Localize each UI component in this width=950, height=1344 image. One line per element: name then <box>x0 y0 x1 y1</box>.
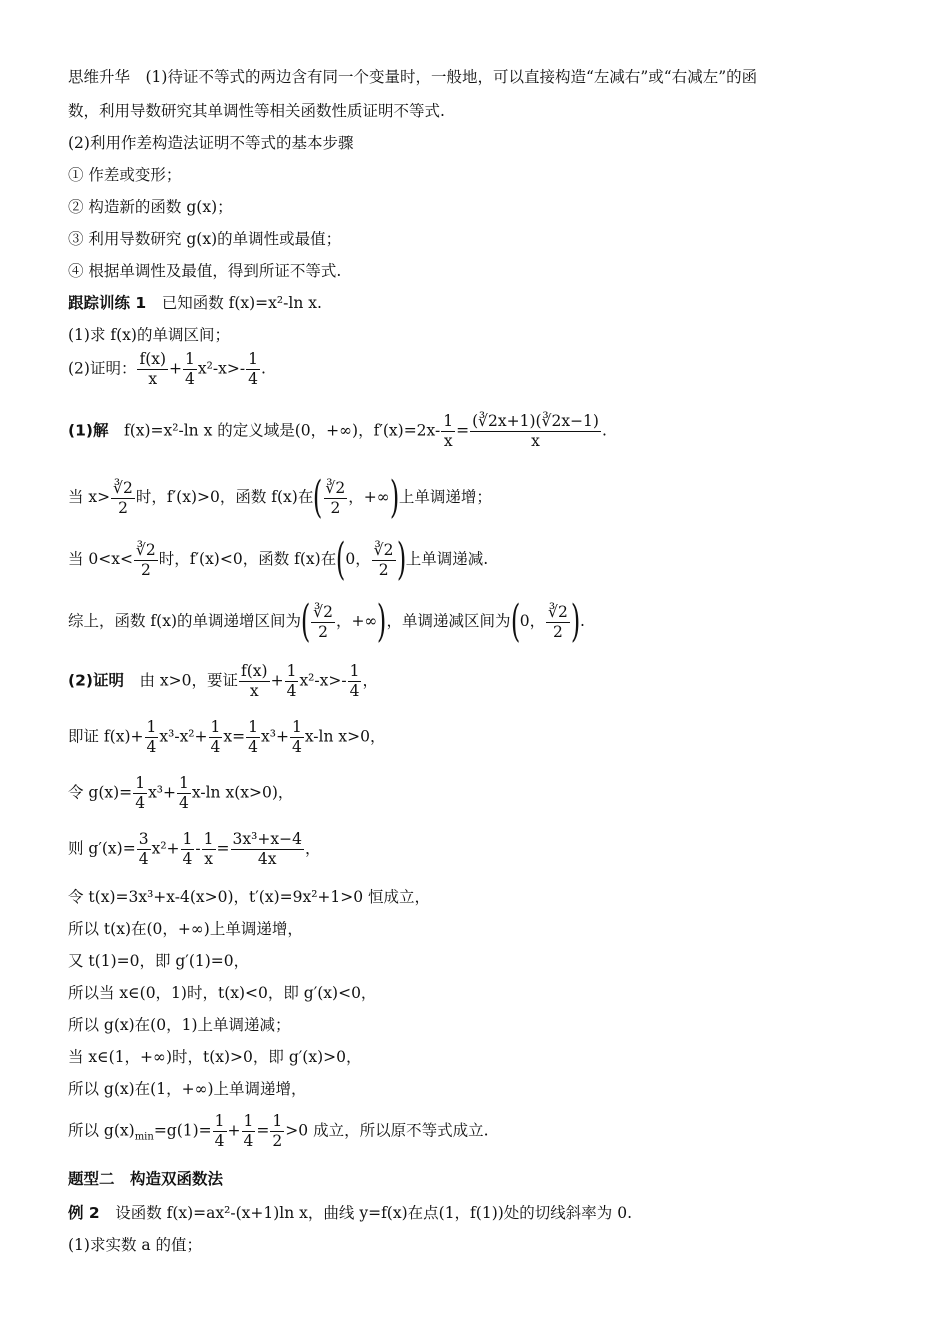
exercise-question-1: (1)求 f(x)的单调区间； <box>68 326 230 344</box>
step-3: ③ 利用导数研究 g(x)的单调性或最值； <box>68 230 342 248</box>
step-1: ① 作差或变形； <box>68 166 182 184</box>
proof-conclusion: 所以 $g(x)_{min}=g(1)=$ $\frac{1}{4}$ + $\frac{1}{4}$ = $\frac{1}{2}$ >0 成立，所以原不等式成立. <box>68 1112 489 1150</box>
proof-line-9: 所以 g(x)在(0，1)上单调递减； <box>68 1016 291 1034</box>
section-heading: 题型二 构造双函数法 <box>68 1170 224 1188</box>
fraction: $\frac{f(x)}{x}$ <box>139 350 167 388</box>
solution-decreasing-line: 当 0<x< $\frac{∛2}{2}$ 时，f′(x)<0，函数 f(x)在(0， $\frac{∛2}{2}$ )上单调递减. <box>68 534 489 585</box>
solution-part-1: (1)解 f(x)=x²-ln x 的定义域是(0，+∞)，f′(x)=2x- $\frac{1}{x}$ = $\frac{(∛2x+1)(∛2x-1)}{x}$ . <box>68 412 607 450</box>
summary-line-2: 数，利用导数研究其单调性等相关函数性质证明不等式. <box>68 102 445 120</box>
step-2: ② 构造新的函数 g(x)； <box>68 198 233 216</box>
proof-line-11: 所以 g(x)在(1，+∞)上单调递增， <box>68 1080 307 1098</box>
steps-title: (2)利用作差构造法证明不等式的基本步骤 <box>68 134 354 152</box>
example-2-question-1: (1)求实数 a 的值； <box>68 1236 203 1254</box>
proof-line-6: 所以 t(x)在(0，+∞)上单调递增， <box>68 920 303 938</box>
proof-line-2: 即证 f(x)+ $\frac{1}{4}$ x³-x²+ $\frac{1}{4}$ x= $\frac{1}{4}$ x³+ $\frac{1}{4}$ x-ln x>0， <box>68 718 386 756</box>
example-2-heading: 例 2 设函数 f(x)=ax²-(x+1)ln x，曲线 y=f(x)在点(1，f(1))处的切线斜率为 0. <box>68 1204 633 1222</box>
solution-increasing-line: 当 x> $\frac{∛2}{2}$ 时，f′(x)>0，函数 f(x)在( $\frac{∛2}{2}$ ，+∞)上单调递增； <box>68 472 492 523</box>
proof-line-4: 则 g′(x)= $\frac{3}{4}$ x²+ $\frac{1}{4}$ - $\frac{1}{x}$ = $\frac{\text{3x³+x−4}}{4x}$ ， <box>68 830 321 868</box>
exercise-question-2: (2)证明： $\frac{f(x)}{x}$ + $\frac{1}{4}$ x²-x>- $\frac{1}{4}$ . <box>68 350 266 388</box>
exercise-heading: 跟踪训练 1 已知函数 f(x)=x²-ln x. <box>68 294 322 312</box>
step-4: ④ 根据单调性及最值，得到所证不等式. <box>68 262 342 280</box>
summary-line-1: 思维升华 (1)待证不等式的两边含有同一个变量时，一般地，可以直接构造“左减右”或“右减左”的函 <box>68 68 758 86</box>
proof-line-7: 又 t(1)=0，即 g′(1)=0， <box>68 952 250 970</box>
proof-line-3: 令 g(x)= $\frac{1}{4}$ x³+ $\frac{1}{4}$ x-ln x(x>0)， <box>68 774 294 812</box>
proof-line-1: (2)证明 由 x>0，要证 $\frac{f(x)}{x}$ + $\frac{1}{4}$ x²-x>- $\frac{1}{4}$ ， <box>68 662 378 700</box>
proof-line-10: 当 x∈(1，+∞)时，t(x)>0，即 g′(x)>0， <box>68 1048 362 1066</box>
proof-line-5: 令 t(x)=3x³+x-4(x>0)，t′(x)=9x²+1>0 恒成立， <box>68 888 431 906</box>
proof-line-8: 所以当 x∈(0，1)时，t(x)<0，即 g′(x)<0， <box>68 984 377 1002</box>
solution-summary-line: 综上，函数 f(x)的单调递增区间为( $\frac{∛2}{2}$ ，+∞)，单调递减区间为(0， $\frac{∛2}{2}$ ). <box>68 596 585 647</box>
